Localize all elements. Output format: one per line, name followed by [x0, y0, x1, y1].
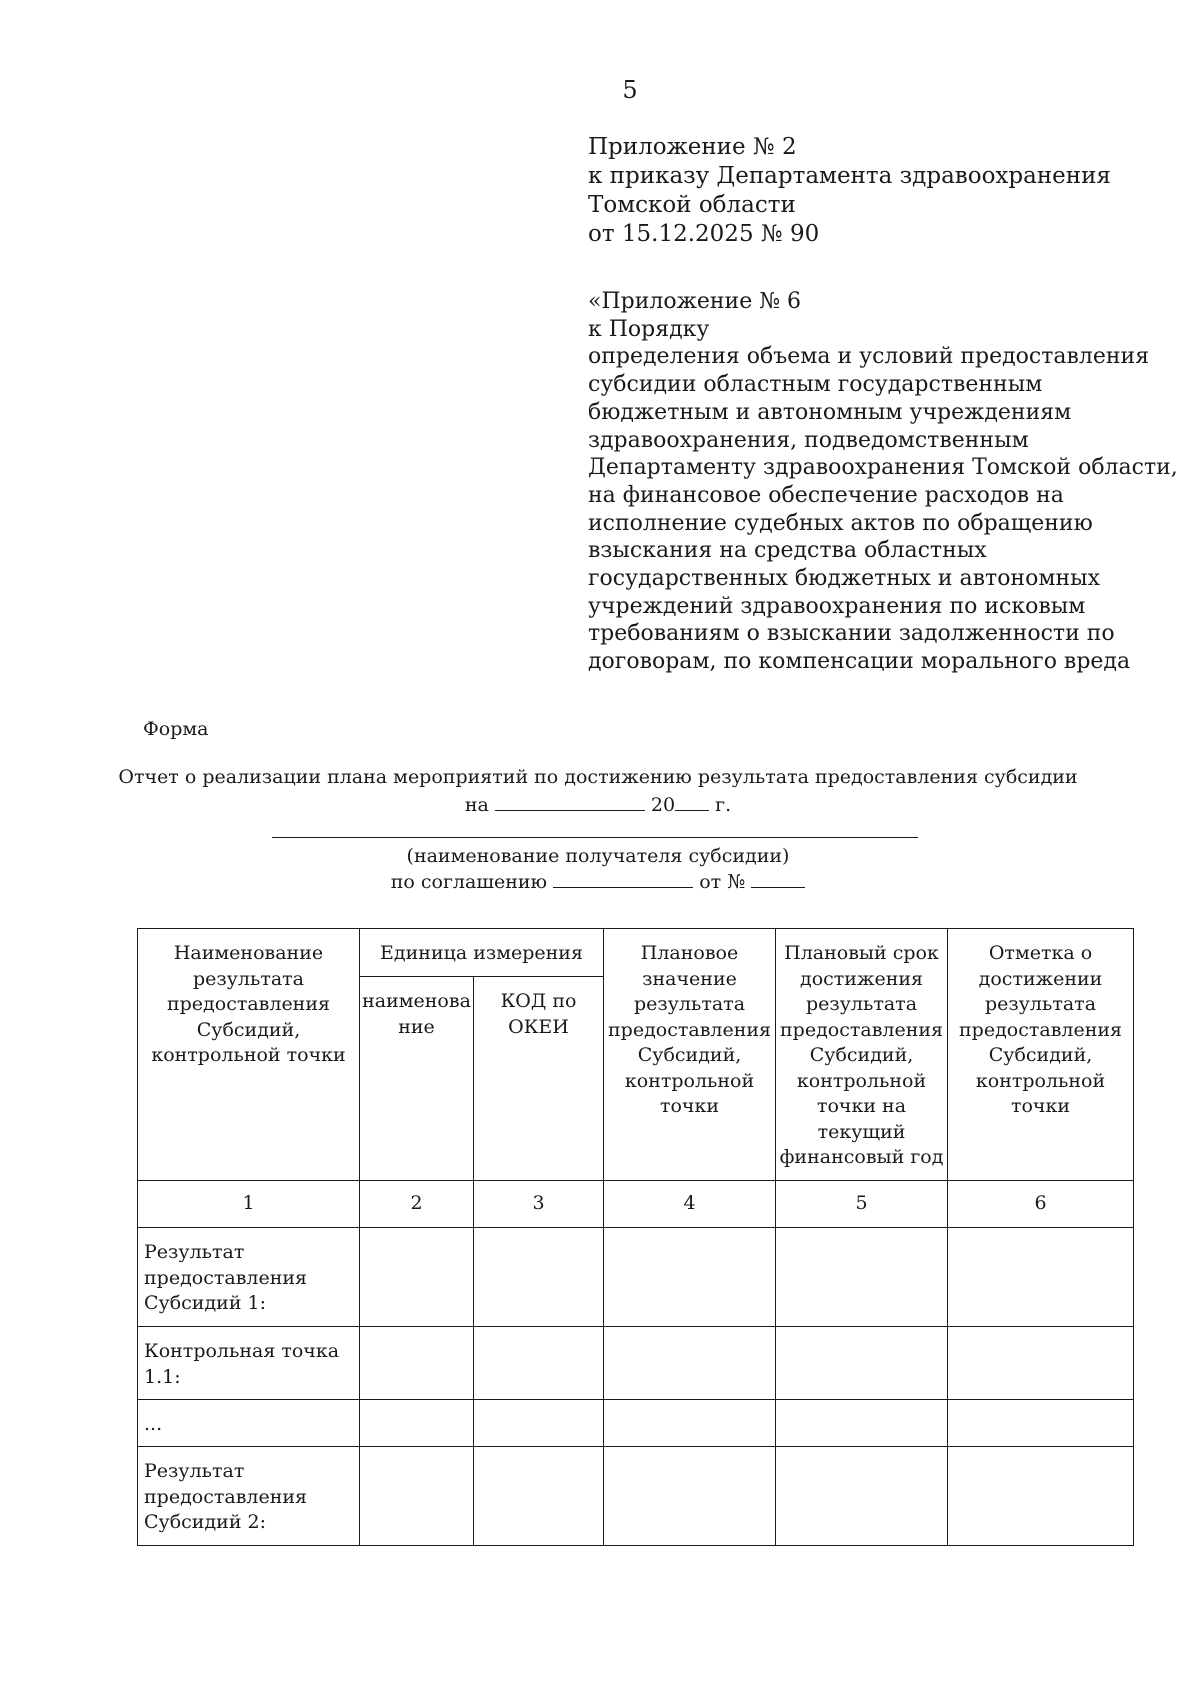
- header-result-name: Наименование результата предоставления Субсидий, контрольной точки: [138, 929, 360, 1181]
- appendix-header: [588, 133, 1148, 249]
- page-number: 5: [622, 76, 638, 104]
- table-cell: [474, 1400, 604, 1447]
- appendix-line: Приложение № 2: [588, 134, 797, 160]
- appendix-line: Томской области: [588, 192, 796, 218]
- order-appendix-header: [588, 288, 1178, 676]
- agreement-line: [0, 869, 1196, 893]
- order-appendix-line: бюджетным и автономным учреждениям: [588, 399, 1072, 425]
- table-cell: [360, 1228, 474, 1327]
- agreement-from: от №: [699, 871, 746, 893]
- date-suffix: г.: [715, 794, 732, 816]
- table-cell: [948, 1447, 1134, 1546]
- agreement-number-blank: [751, 869, 805, 888]
- column-number: 6: [948, 1181, 1134, 1228]
- table-cell: [360, 1400, 474, 1447]
- order-appendix-line: субсидии областным государственным: [588, 372, 1043, 398]
- header-okei-code: КОД по ОКЕИ: [474, 977, 604, 1181]
- table-row: [138, 1228, 1134, 1327]
- date-year: 20: [650, 794, 676, 816]
- column-number: 2: [360, 1181, 474, 1228]
- table-cell: [604, 1400, 776, 1447]
- order-appendix-line: Департаменту здравоохранения Томской области,: [588, 455, 1178, 481]
- column-number: 4: [604, 1181, 776, 1228]
- table-row: [138, 1447, 1134, 1546]
- table-cell: [360, 1447, 474, 1546]
- column-number-row: [138, 1181, 1134, 1228]
- order-appendix-line: взыскания на средства областных: [588, 538, 987, 564]
- order-appendix-line: государственных бюджетных и автономных: [588, 566, 1101, 592]
- table-cell: [604, 1327, 776, 1400]
- table-cell: [776, 1400, 948, 1447]
- agreement-prefix: по соглашению: [390, 871, 548, 893]
- header-achievement-mark: Отметка о достижении результата предоставления Субсидий, контрольной точки: [948, 929, 1134, 1181]
- order-appendix-line: учреждений здравоохранения по исковым: [588, 593, 1086, 619]
- table-cell: [776, 1228, 948, 1327]
- order-appendix-line: определения объема и условий предоставления: [588, 344, 1150, 370]
- order-appendix-line: требованиям о взыскании задолженности по: [588, 621, 1115, 647]
- table-cell: [604, 1447, 776, 1546]
- table-cell: [604, 1228, 776, 1327]
- date-prefix: на: [464, 794, 489, 816]
- table-row: [138, 1400, 1134, 1447]
- table-cell: [474, 1228, 604, 1327]
- appendix-line: к приказу Департамента здравоохранения: [588, 163, 1111, 189]
- order-appendix-line: договорам, по компенсации морального вреда: [588, 649, 1131, 675]
- table-cell: [948, 1228, 1134, 1327]
- table-cell: [948, 1327, 1134, 1400]
- order-appendix-line: «Приложение № 6: [588, 289, 802, 314]
- header-planned-value: Плановое значение результата предоставления Субсидий, контрольной точки: [604, 929, 776, 1181]
- row-label: ...: [138, 1400, 360, 1447]
- order-appendix-line: исполнение судебных актов по обращению: [588, 510, 1093, 536]
- row-label: Контрольная точка 1.1:: [138, 1327, 360, 1400]
- report-table: [137, 928, 1134, 1546]
- recipient-caption: (наименование получателя субсидии): [406, 845, 790, 867]
- form-label: Форма: [143, 718, 209, 740]
- agreement-blank: [553, 869, 693, 888]
- table-cell: [474, 1327, 604, 1400]
- row-label: Результат предоставления Субсидий 2:: [138, 1447, 360, 1546]
- order-appendix-line: к Порядку: [588, 316, 710, 342]
- column-number: 3: [474, 1181, 604, 1228]
- header-planned-deadline: Плановый срок достижения результата предоставления Субсидий, контрольной точки на текущий финансовый год: [776, 929, 948, 1181]
- report-title: Отчет о реализации плана мероприятий по достижению результата предоставления субсидии: [118, 766, 1078, 788]
- order-appendix-line: здравоохранения, подведомственным: [588, 427, 1029, 453]
- report-date-line: [0, 792, 1196, 816]
- recipient-name-line: [272, 837, 918, 838]
- table-cell: [776, 1327, 948, 1400]
- header-unit-name: наименова ние: [360, 977, 474, 1181]
- order-appendix-line: на финансовое обеспечение расходов на: [588, 482, 1064, 508]
- column-number: 5: [776, 1181, 948, 1228]
- table-row: [138, 1327, 1134, 1400]
- table-cell: [360, 1327, 474, 1400]
- header-unit-group: Единица измерения: [360, 929, 604, 977]
- table-cell: [948, 1400, 1134, 1447]
- table-cell: [474, 1447, 604, 1546]
- year-blank: [675, 792, 709, 811]
- appendix-line: от 15.12.2025 № 90: [588, 221, 820, 247]
- date-blank: [495, 792, 645, 811]
- row-label: Результат предоставления Субсидий 1:: [138, 1228, 360, 1327]
- column-number: 1: [138, 1181, 360, 1228]
- table-cell: [776, 1447, 948, 1546]
